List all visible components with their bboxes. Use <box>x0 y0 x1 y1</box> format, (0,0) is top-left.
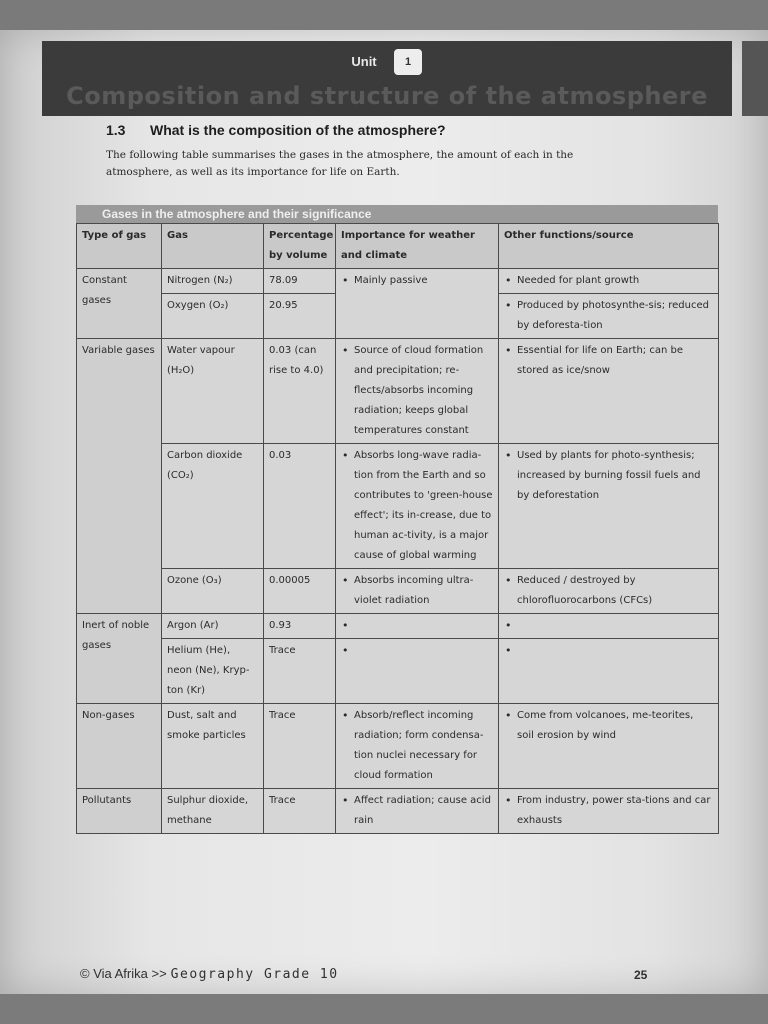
group-variable: Variable gases <box>77 339 162 614</box>
header-type: Type of gas <box>77 224 162 269</box>
header-gas: Gas <box>162 224 264 269</box>
table-row <box>77 639 719 704</box>
cell-importance: • Mainly passive <box>336 269 499 339</box>
unit-label: Unit <box>351 54 377 69</box>
cell-percentage: 0.00005 <box>264 569 336 614</box>
cell-other: • Reduced / destroyed by chlorofluorocarbons (CFCs) <box>499 569 719 614</box>
group-inert: Inert of noble gases <box>77 614 162 704</box>
cell-gas: Ozone (O₃) <box>162 569 264 614</box>
cell-percentage: 20.95 <box>264 294 336 339</box>
cell-importance: • Absorb/reflect incoming radiation; form condensa-tion nuclei necessary for cloud formation <box>336 704 499 789</box>
footer-credit <box>80 966 339 982</box>
cell-percentage: 78.09 <box>264 269 336 294</box>
cell-percentage: Trace <box>264 789 336 834</box>
cell-percentage: Trace <box>264 639 336 704</box>
table-row <box>77 269 719 294</box>
cell-gas: Oxygen (O₂) <box>162 294 264 339</box>
cell-gas: Helium (He), neon (Ne), Kryp-ton (Kr) <box>162 639 264 704</box>
gases-table <box>76 223 719 834</box>
cell-other: • From industry, power sta-tions and car exhausts <box>499 789 719 834</box>
cell-percentage: 0.03 (can rise to 4.0) <box>264 339 336 444</box>
table-header-row <box>77 224 719 269</box>
banner-title: Composition and structure of the atmosphere <box>66 82 708 110</box>
textbook-page <box>0 30 768 994</box>
header-percentage: Percentage by volume <box>264 224 336 269</box>
table-row <box>77 614 719 639</box>
cell-other: • Needed for plant growth <box>499 269 719 294</box>
cell-other: • Produced by photosynthe-sis; reduced by deforesta-tion <box>499 294 719 339</box>
cell-other: • Essential for life on Earth; can be stored as ice/snow <box>499 339 719 444</box>
cell-gas: Sulphur dioxide, methane <box>162 789 264 834</box>
cell-percentage: 0.93 <box>264 614 336 639</box>
table-row <box>77 789 719 834</box>
group-pollutants: Pollutants <box>77 789 162 834</box>
cell-gas: Argon (Ar) <box>162 614 264 639</box>
footer-book-title: Geography Grade 10 <box>170 967 339 982</box>
header-other: Other functions/source <box>499 224 719 269</box>
unit-number-badge: 1 <box>394 49 422 75</box>
section-title: What is the composition of the atmosphere? <box>150 122 446 138</box>
table-row <box>77 339 719 444</box>
cell-gas: Water vapour (H₂O) <box>162 339 264 444</box>
gases-table-container <box>76 205 718 834</box>
cell-importance: • Affect radiation; cause acid rain <box>336 789 499 834</box>
group-nongases: Non-gases <box>77 704 162 789</box>
cell-other <box>499 639 719 704</box>
table-row <box>77 444 719 569</box>
footer-publisher: © Via Afrika >> <box>80 966 167 981</box>
group-constant: Constant gases <box>77 269 162 339</box>
header-importance: Importance for weather and climate <box>336 224 499 269</box>
cell-importance: • Absorbs long-wave radia-tion from the Earth and so contributes to 'green-house effect'; its in-crease, due to human ac-tivity, is a major cause of global warming <box>336 444 499 569</box>
banner-edge <box>742 41 768 116</box>
cell-importance: • Source of cloud formation and precipitation; re-flects/absorbs incoming radiation; keeps global temperatures constant <box>336 339 499 444</box>
cell-other: • Used by plants for photo-synthesis; increased by burning fossil fuels and by deforestation <box>499 444 719 569</box>
cell-other: • Come from volcanoes, me-teorites, soil erosion by wind <box>499 704 719 789</box>
cell-importance <box>336 639 499 704</box>
photo-background-bottom <box>0 994 768 1024</box>
section-heading <box>106 122 446 138</box>
cell-gas: Dust, salt and smoke particles <box>162 704 264 789</box>
cell-importance <box>336 614 499 639</box>
intro-paragraph: The following table summarises the gases in the atmosphere, the amount of each in the atmosphere, as well as its importance for life on Earth. <box>106 149 574 178</box>
cell-percentage: Trace <box>264 704 336 789</box>
photo-background-top <box>0 0 768 30</box>
table-caption: Gases in the atmosphere and their significance <box>76 205 718 223</box>
section-number: 1.3 <box>106 122 126 138</box>
table-row <box>77 569 719 614</box>
cell-gas: Nitrogen (N₂) <box>162 269 264 294</box>
cell-importance: • Absorbs incoming ultra-violet radiation <box>336 569 499 614</box>
table-row <box>77 704 719 789</box>
page-number: 25 <box>634 968 648 982</box>
cell-percentage: 0.03 <box>264 444 336 569</box>
cell-gas: Carbon dioxide (CO₂) <box>162 444 264 569</box>
cell-other <box>499 614 719 639</box>
